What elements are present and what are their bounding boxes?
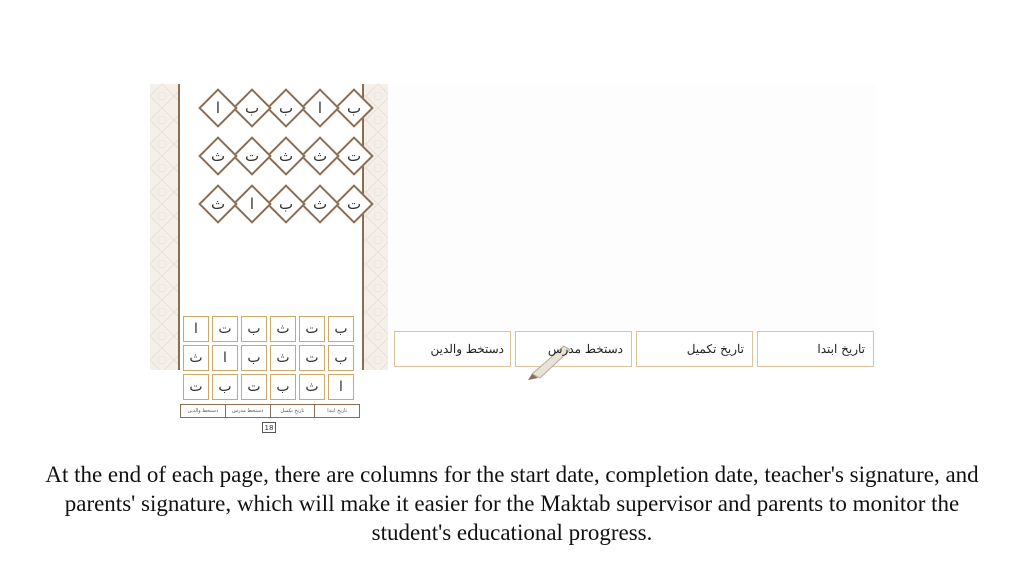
- letter-cell: ب: [241, 316, 267, 342]
- parents-signature-label: دستخط والدین: [430, 342, 504, 356]
- caption-text: At the end of each page, there are columns for the start date, completion date, teacher's signature, and parents' signature, which will make it easier for the Maktab supervisor and parents to monitor the student's educational progress.: [45, 462, 979, 545]
- teacher-signature-cell: [515, 331, 632, 367]
- diamond-letter: ث: [210, 194, 226, 213]
- signature-date-row: [392, 329, 876, 369]
- letter-cell: ث: [270, 316, 296, 342]
- footer-label: تاریخ ابتدا: [314, 405, 359, 417]
- diamond-letter: ت: [346, 194, 362, 213]
- workbook-page-image: [150, 84, 388, 432]
- letter-cell: ا: [183, 316, 209, 342]
- diamond-letter: ب: [346, 98, 362, 117]
- parents-signature-cell: [394, 331, 511, 367]
- start-date-cell: [757, 331, 874, 367]
- letter-cell-grid: [182, 316, 354, 402]
- page-number: 18: [262, 422, 276, 433]
- letter-cell: ث: [270, 345, 296, 371]
- letter-cell: ت: [183, 374, 209, 400]
- footer-label: دستخط والدین: [187, 408, 219, 414]
- diamond-letter: ث: [278, 146, 294, 165]
- diamond-letter: ث: [210, 146, 226, 165]
- letter-cell: ا: [328, 374, 354, 400]
- letter-cell: ب: [328, 316, 354, 342]
- diamond-letter: ا: [249, 194, 255, 213]
- diamond-letter: ا: [317, 98, 323, 117]
- teacher-signature-label: دستخط مدرس: [547, 342, 623, 356]
- diamond-letter: ت: [346, 146, 362, 165]
- diamond-letter: ا: [215, 98, 221, 117]
- letter-cell: ت: [241, 374, 267, 400]
- footer-label: دستخط مدرس: [225, 405, 270, 417]
- letter-cell: ب: [212, 374, 238, 400]
- diamond-letter: ث: [312, 194, 328, 213]
- letter-cell: ب: [328, 345, 354, 371]
- diamond-letter: ث: [312, 146, 328, 165]
- diamond-letter: ب: [278, 98, 294, 117]
- start-date-label: تاریخ ابتدا: [817, 342, 865, 356]
- page-footer-strip: [180, 404, 360, 418]
- letter-cell: ب: [270, 374, 296, 400]
- letter-cell: ت: [299, 345, 325, 371]
- completion-date-cell: [636, 331, 753, 367]
- diamond-letter: ت: [244, 146, 260, 165]
- diamond-letter: ب: [278, 194, 294, 213]
- blank-panel: [392, 84, 876, 329]
- diamond-letter: ب: [244, 98, 260, 117]
- letter-cell: ث: [183, 345, 209, 371]
- letter-cell: ا: [212, 345, 238, 371]
- letter-cell: ت: [212, 316, 238, 342]
- letter-cell: ت: [299, 316, 325, 342]
- letter-cell: ث: [299, 374, 325, 400]
- completion-date-label: تاریخ تکمیل: [686, 342, 744, 356]
- footer-label: تاریخ تکمیل: [270, 405, 315, 417]
- letter-cell: ب: [241, 345, 267, 371]
